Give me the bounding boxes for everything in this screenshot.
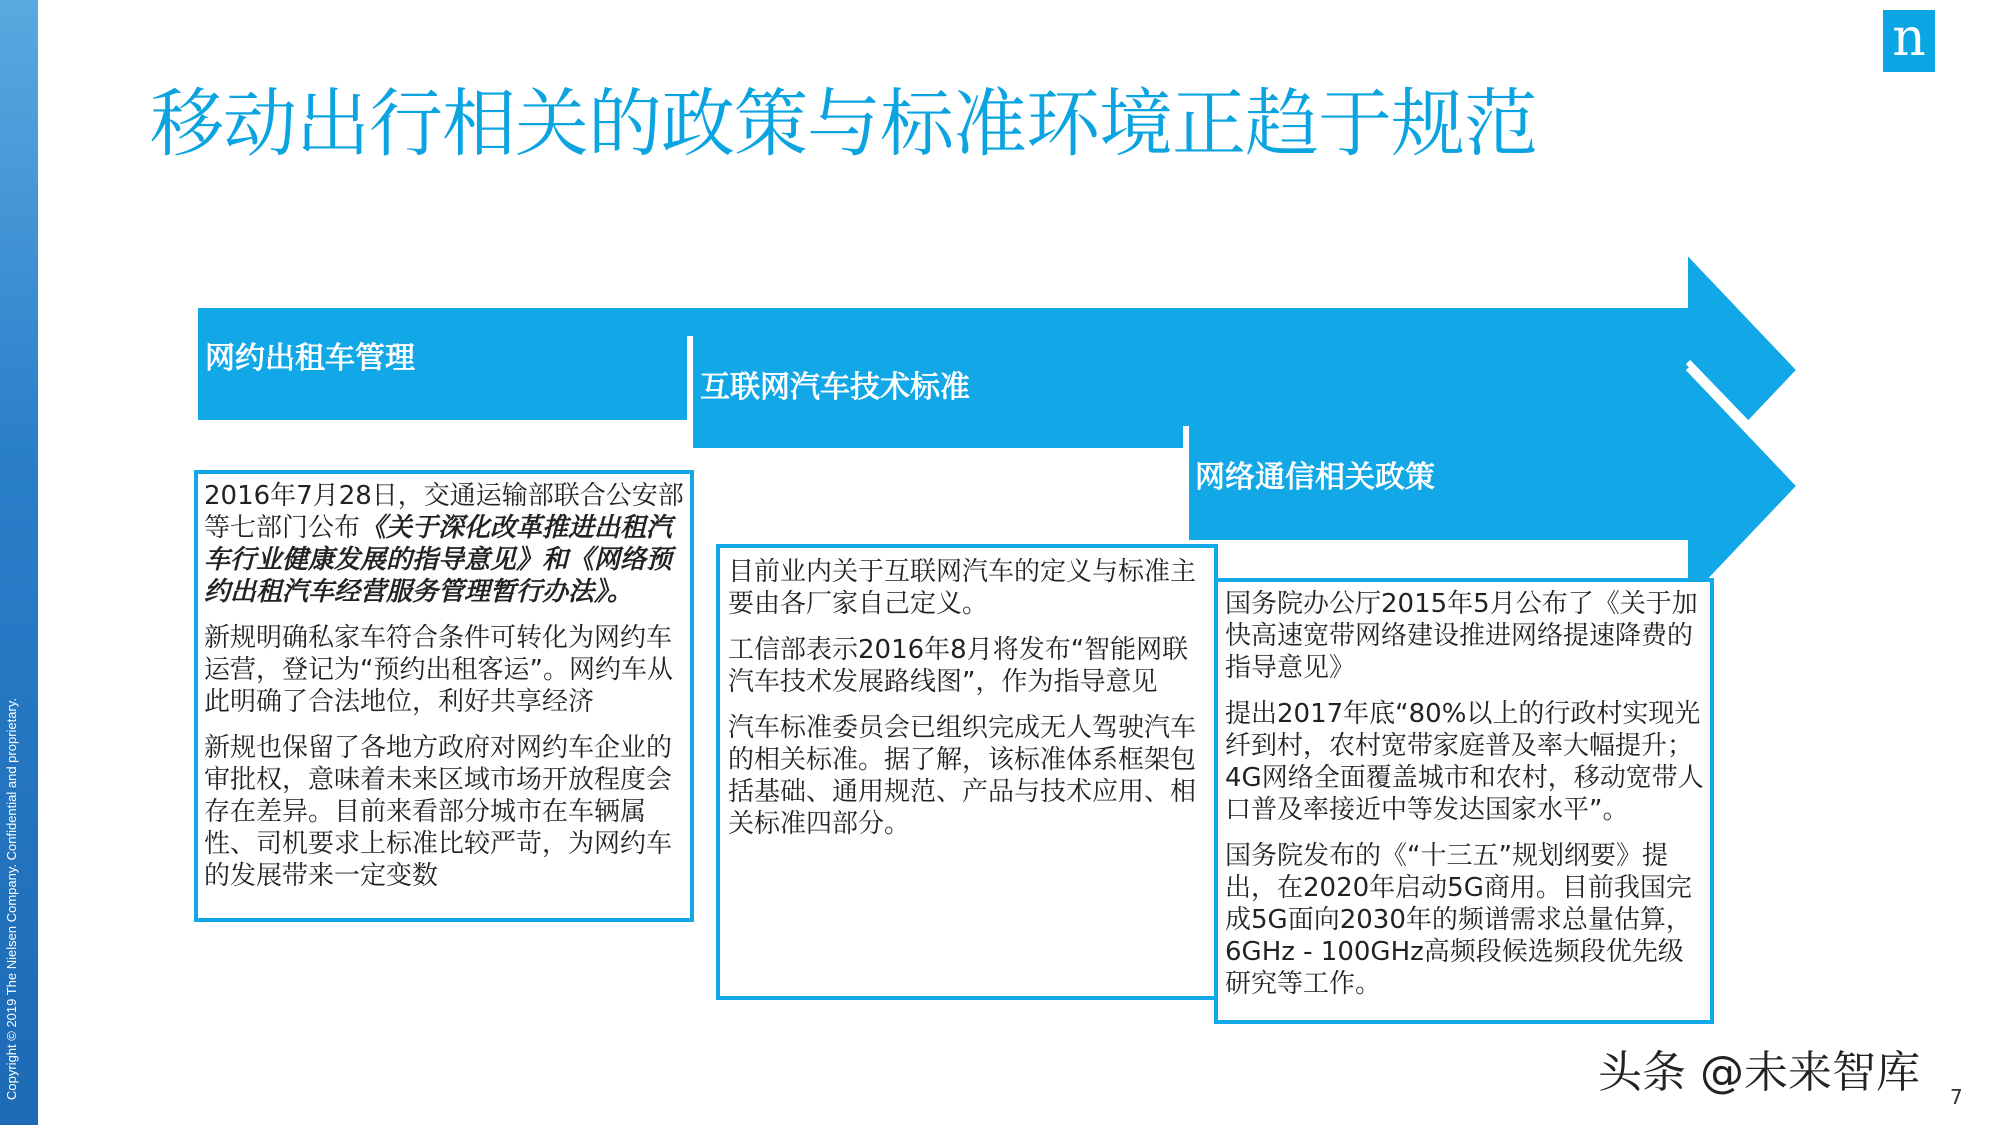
col1-paragraph-2: 新规明确私家车符合条件可转化为网约车运营，登记为“预约出租客运”。网约车从此明确了合法地位，利好共享经济 — [204, 623, 673, 717]
copyright-text: Copyright © 2019 The Nielsen Company. Confidential and proprietary. — [4, 698, 19, 1100]
col1-p1-emphasis: 《关于深化改革推进出租汽车行业健康发展的指导意见》和《网络预约出租汽车经营服务管理暂行办法》。 — [204, 513, 673, 607]
band-gap — [1186, 540, 1688, 552]
col2-paragraph-2: 工信部表示2016年8月将发布“智能网联汽车技术发展路线图”，作为指导意见 — [728, 635, 1189, 697]
col-connected-car-text — [728, 556, 1206, 854]
col1-paragraph-3: 新规也保留了各地方政府对网约车企业的审批权，意味着未来区域市场开放程度会存在差异。目前来看部分城市在车辆属性、司机要求上标准比较严苛，为网约车的发展带来一定变数 — [204, 733, 673, 891]
band-label-connected-car: 互联网汽车技术标准 — [700, 370, 970, 405]
nielsen-logo: n — [1883, 10, 1935, 72]
col1-p1-prefix: 2016年7月28日，交通运输部联合公安部等七部门公布 — [204, 481, 684, 543]
col-taxi-text — [204, 480, 684, 906]
band-label-taxi: 网约出租车管理 — [205, 341, 415, 376]
col3-paragraph-2: 提出2017年底“80%以上的行政村实现光纤到村，农村宽带家庭普及率大幅提升；4G网络全面覆盖城市和农村，移动宽带人口普及率接近中等发达国家水平”。 — [1225, 699, 1704, 825]
col2-paragraph-1: 目前业内关于互联网汽车的定义与标准主要由各厂家自己定义。 — [728, 557, 1197, 619]
col2-paragraph-3: 汽车标准委员会已组织完成无人驾驶汽车的相关标准。据了解，该标准体系框架包括基础、通用规范、产品与技术应用、相关标准四部分。 — [728, 713, 1197, 839]
page-title: 移动出行相关的政策与标准环境正趋于规范 — [150, 81, 1537, 167]
watermark: 头条 @未来智库 — [1598, 1047, 1920, 1098]
col3-paragraph-1: 国务院办公厅2015年5月公布了《关于加快高速宽带网络建设推进网络提速降费的指导意见》 — [1225, 589, 1698, 683]
band-label-network: 网络通信相关政策 — [1195, 460, 1435, 495]
col-network-text — [1225, 588, 1705, 1014]
col3-paragraph-3: 国务院发布的《“十三五”规划纲要》提出，在2020年启动5G商用。目前我国完成5G面向2030年的频谱需求总量估算，6GHz - 100GHz高频段候选频段优先级研究等工作。 — [1225, 841, 1692, 999]
page-number: 7 — [1950, 1085, 1963, 1109]
col1-paragraph-1 — [204, 480, 684, 608]
